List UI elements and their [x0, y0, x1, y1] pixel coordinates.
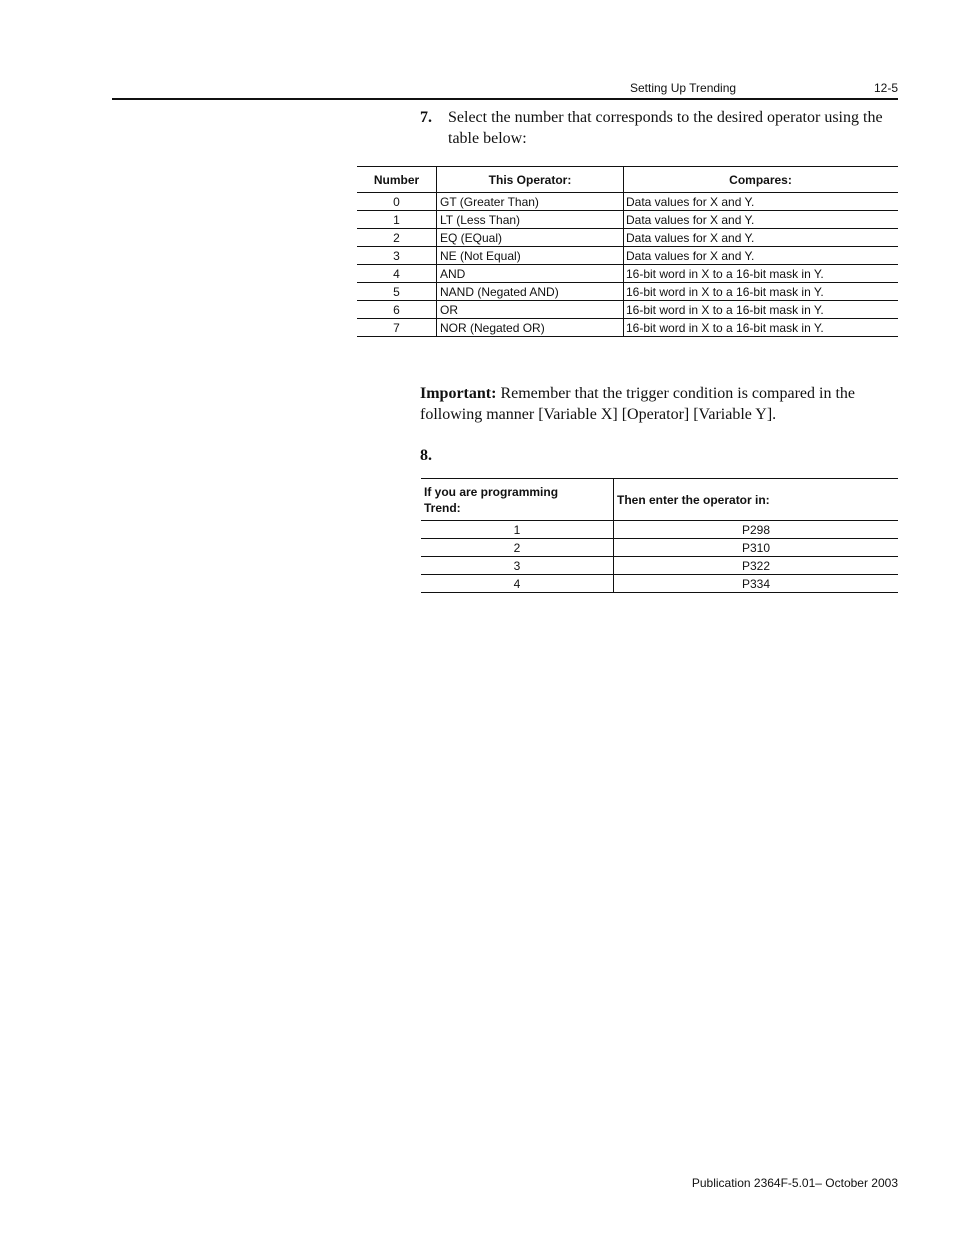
cell-compares: 16-bit word in X to a 16-bit mask in Y. [624, 301, 899, 319]
table-row [357, 265, 898, 283]
cell-operator: NE (Not Equal) [437, 247, 624, 265]
cell-compares: 16-bit word in X to a 16-bit mask in Y. [624, 265, 899, 283]
header-trend [421, 479, 614, 521]
cell-compares: Data values for X and Y. [626, 194, 755, 209]
cell-operator: EQ (EQual) [437, 229, 624, 247]
table-row [357, 193, 898, 211]
page-number: 12-5 [873, 81, 898, 95]
cell-compares: Data values for X and Y. [624, 229, 899, 247]
cell-operator: LT (Less Than) [437, 211, 624, 229]
section-title: Setting Up Trending [630, 81, 737, 95]
table-row [421, 557, 898, 575]
cell-parameter: P310 [614, 539, 899, 557]
cell-operator: NOR (Negated OR) [437, 319, 624, 337]
cell-number: 3 [357, 247, 437, 265]
cell-parameter: P322 [614, 557, 899, 575]
step-8-number: 8. [420, 447, 432, 464]
cell-compares: 16-bit word in X to a 16-bit mask in Y. [624, 283, 899, 301]
header-compares: Compares: [624, 167, 899, 193]
cell-operator: OR [437, 301, 624, 319]
cell-number: 2 [357, 229, 437, 247]
cell-operator: NAND (Negated AND) [437, 283, 624, 301]
important-text: Remember that the trigger condition is compared in the following manner [Variable X] [Operator] [Variable Y]. [420, 385, 855, 423]
table-row [421, 521, 898, 539]
header-number: Number [357, 167, 437, 193]
cell-trend: 1 [421, 521, 614, 539]
header-parameter: Then enter the operator in: [614, 479, 899, 521]
step-7-number: 7. [420, 109, 432, 126]
cell-compares: Data values for X and Y. [624, 211, 899, 229]
cell-operator: AND [437, 265, 624, 283]
cell-trend: 2 [421, 539, 614, 557]
table-row [421, 539, 898, 557]
cell-operator: GT (Greater Than) [437, 193, 624, 211]
cell-compares: 16-bit word in X to a 16-bit mask in Y. [624, 319, 899, 337]
cell-number: 1 [357, 211, 437, 229]
cell-parameter: P334 [614, 575, 899, 593]
header-rule [112, 98, 898, 100]
cell-number: 6 [357, 301, 437, 319]
cell-number: 4 [357, 265, 437, 283]
operator-table [357, 166, 898, 337]
step-7-text: Select the number that corresponds to the desired operator using the table below: [448, 109, 883, 147]
header-operator: This Operator: [437, 167, 624, 193]
cell-parameter: P298 [741, 522, 771, 537]
cell-compares: Data values for X and Y. [624, 247, 899, 265]
cell-number: 7 [357, 319, 437, 337]
header-trend-text: If you are programming Trend: [424, 484, 559, 515]
table-row [357, 319, 898, 337]
cell-trend: 4 [421, 575, 614, 593]
table-row [357, 247, 898, 265]
cell-trend: 3 [421, 557, 614, 575]
publication-footer: Publication 2364F-5.01– October 2003 [691, 1176, 898, 1190]
table-row [421, 575, 898, 593]
important-label: Important: [420, 385, 497, 402]
running-header [0, 80, 954, 96]
table-row [357, 301, 898, 319]
parameter-table [421, 478, 898, 593]
table-row [357, 229, 898, 247]
important-note [420, 383, 898, 425]
cell-number: 5 [357, 283, 437, 301]
table-row [357, 283, 898, 301]
operator-table-header-row [357, 167, 898, 193]
parameter-table-header-row [421, 479, 898, 521]
cell-number: 0 [357, 193, 437, 211]
table-row [357, 211, 898, 229]
